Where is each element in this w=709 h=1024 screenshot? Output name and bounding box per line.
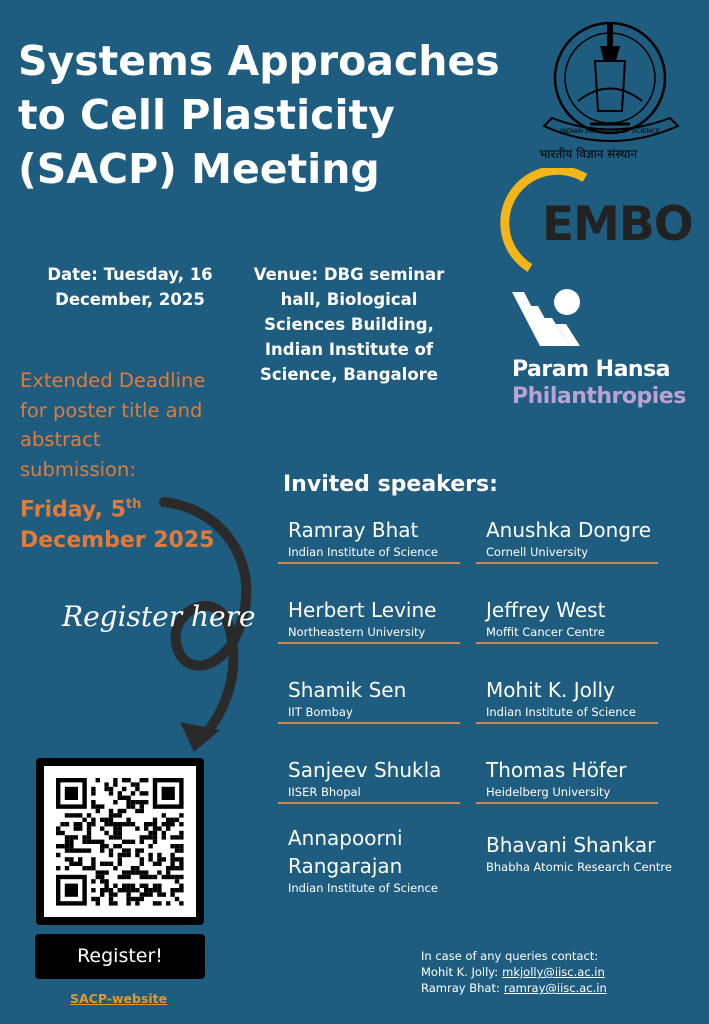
contact-name: Ramray Bhat:: [421, 981, 500, 995]
speaker-affiliation: Northeastern University: [288, 625, 426, 639]
param-hansa-icon: [510, 288, 590, 350]
speakers-heading: Invited speakers:: [283, 472, 498, 497]
speaker-affiliation: Indian Institute of Science: [288, 881, 438, 895]
deadline-line: abstract: [20, 428, 101, 451]
speaker-divider: [476, 562, 658, 564]
deadline-day-suffix: th: [125, 497, 142, 512]
speaker-affiliation: Moffit Cancer Centre: [486, 625, 605, 639]
speaker-card: [288, 516, 468, 560]
speaker-affiliation: IISER Bhopal: [288, 785, 361, 799]
speaker-name: Sanjeev Shukla: [288, 758, 442, 782]
speaker-name: Thomas Höfer: [486, 758, 627, 782]
contact-info: [421, 948, 607, 996]
speaker-affiliation: Bhabha Atomic Research Centre: [486, 860, 672, 874]
speaker-card: [288, 756, 468, 800]
iisc-seal-text: INDIAN INSTITUTE OF SCIENCE: [560, 127, 660, 135]
speaker-name: Herbert Levine: [288, 598, 437, 622]
register-here-label: Register here: [62, 600, 256, 633]
speaker-affiliation: Indian Institute of Science: [288, 545, 438, 559]
register-button[interactable]: Register!: [35, 934, 205, 979]
speaker-card: [288, 596, 468, 640]
contact-row: [421, 980, 607, 996]
partner-name-line1: Param Hansa: [512, 357, 671, 382]
speaker-name: Ramray Bhat: [288, 518, 419, 542]
deadline-line: for poster title and: [20, 398, 203, 422]
registration-qr-code[interactable]: [36, 758, 204, 925]
speaker-name: Shamik Sen: [288, 678, 407, 702]
venue-line: Sciences Building,: [264, 315, 434, 334]
partner-name-line2: Philanthropies: [512, 384, 686, 409]
deadline-day: Friday, 5: [20, 497, 126, 523]
speaker-name: Bhavani Shankar: [486, 833, 656, 857]
venue-line: Science, Bangalore: [260, 365, 438, 384]
embo-logo-text: EMBO: [542, 197, 693, 252]
venue-line: Venue: DBG seminar: [253, 265, 445, 284]
iisc-hindi-label: भारतीय विज्ञान संस्थान: [539, 147, 638, 161]
title-line: (SACP) Meeting: [18, 145, 380, 193]
qr-code-icon: [44, 766, 196, 917]
speaker-card: [288, 676, 468, 720]
speaker-card: [486, 831, 672, 875]
sacp-website-link[interactable]: SACP-website: [70, 991, 168, 1006]
speaker-card: [288, 824, 468, 896]
speaker-divider: [476, 642, 658, 644]
venue-line: hall, Biological: [280, 290, 418, 309]
speaker-divider: [278, 722, 460, 724]
speaker-card: [486, 516, 666, 560]
speaker-divider: [278, 562, 460, 564]
contact-name: Mohit K. Jolly:: [421, 965, 499, 979]
deadline-notice: [20, 366, 260, 484]
title-line: to Cell Plasticity: [18, 91, 395, 139]
speaker-card: [486, 676, 666, 720]
speaker-card: [486, 596, 666, 640]
speaker-name: Jeffrey West: [486, 598, 606, 622]
event-date: [30, 262, 230, 312]
speaker-name: Annapoorni: [288, 826, 403, 850]
speaker-affiliation: Indian Institute of Science: [486, 705, 636, 719]
event-venue: [248, 262, 450, 387]
venue-line: Indian Institute of: [264, 340, 434, 359]
speaker-divider: [476, 802, 658, 804]
date-line: December, 2025: [55, 290, 205, 309]
speaker-affiliation: Heidelberg University: [486, 785, 611, 799]
speaker-divider: [278, 802, 460, 804]
contact-email-link[interactable]: mkjolly@iisc.ac.in: [502, 965, 605, 979]
title-line: Systems Approaches: [18, 37, 500, 85]
speaker-name: Anushka Dongre: [486, 518, 652, 542]
speaker-name: Mohit K. Jolly: [486, 678, 615, 702]
iisc-seal-icon: [538, 16, 688, 146]
speaker-divider: [476, 722, 658, 724]
speaker-divider: [278, 642, 460, 644]
speaker-name: Rangarajan: [288, 854, 403, 878]
deadline-line: submission:: [20, 457, 136, 481]
speaker-card: [486, 756, 666, 800]
contact-email-link[interactable]: ramray@iisc.ac.in: [503, 981, 607, 995]
deadline-line: Extended Deadline: [20, 369, 206, 392]
contact-heading: In case of any queries contact:: [421, 949, 599, 963]
speaker-affiliation: IIT Bombay: [288, 705, 353, 719]
speaker-affiliation: Cornell University: [486, 545, 589, 559]
contact-row: [421, 964, 607, 980]
page-title: [18, 34, 538, 196]
qr-code-area: [44, 766, 196, 917]
deadline-date-line: December 2025: [20, 528, 215, 554]
date-line: Date: Tuesday, 16: [47, 265, 213, 284]
